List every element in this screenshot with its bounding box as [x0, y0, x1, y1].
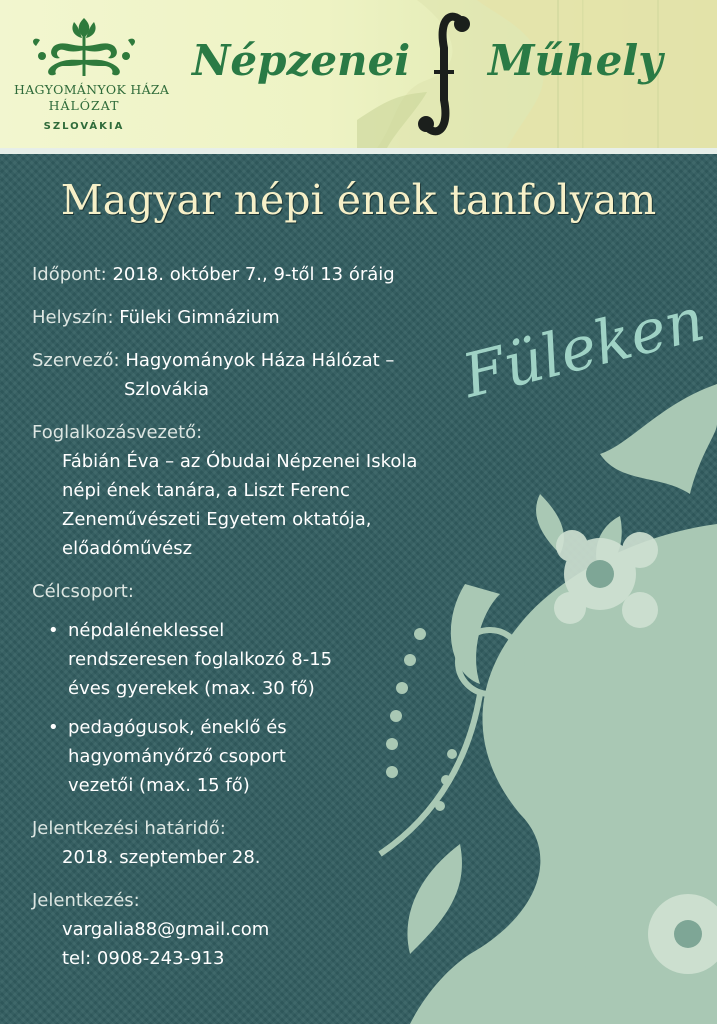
header — [0, 0, 717, 148]
brand-title-left: Népzenei — [192, 36, 411, 85]
course-title: Magyar népi ének tanfolyam — [60, 176, 657, 224]
organizer-row — [32, 346, 492, 404]
logo-text-line3: SZLOVÁKIA — [43, 121, 125, 132]
target-item-line: • népdaléneklessel — [68, 620, 225, 641]
target-label: Célcsoport: — [32, 581, 134, 602]
venue-row — [32, 303, 492, 332]
deadline-value: 2018. szeptember 28. — [62, 847, 261, 868]
brand-title-right: Műhely — [488, 36, 663, 85]
city-name: Füleken — [456, 284, 712, 412]
logo-text-line1: HAGYOMÁNYOK HÁZA — [14, 82, 170, 97]
target-item-line: • pedagógusok, éneklő és — [68, 717, 287, 738]
logo — [14, 16, 170, 136]
organizer-value-line1: Hagyományok Háza Hálózat – — [125, 350, 395, 371]
logo-text-line2: HÁLÓZAT — [48, 98, 120, 113]
apply-phone: tel: 0908-243-913 — [62, 948, 225, 969]
apply-label: Jelentkezés: — [32, 890, 140, 911]
apply-email: vargalia88@gmail.com — [62, 919, 270, 940]
target-item — [32, 616, 492, 703]
poster-body — [0, 154, 717, 1024]
target-item-line: éves gyerekek (max. 30 fő) — [68, 678, 315, 699]
course-details — [32, 260, 492, 987]
target-item — [32, 713, 492, 800]
leader-line: Fábián Éva – az Óbudai Népzenei Iskola — [62, 451, 418, 472]
target-item-line: vezetői (max. 15 fő) — [68, 775, 250, 796]
tulip-emblem-icon — [24, 16, 144, 78]
organizer-label: Szervező: — [32, 350, 120, 371]
leader-line: népi ének tanára, a Liszt Ferenc — [62, 480, 350, 501]
leader-row — [32, 418, 492, 563]
target-item-line: rendszeresen foglalkozó 8-15 — [68, 649, 333, 670]
target-item-line: hagyományőrző csoport — [68, 746, 286, 767]
f-hole-icon — [404, 8, 484, 140]
apply-row — [32, 886, 492, 973]
deadline-row — [32, 814, 492, 872]
leader-label: Foglalkozásvezető: — [32, 422, 203, 443]
date-row — [32, 260, 492, 289]
leader-line: Zeneművészeti Egyetem oktatója, — [62, 509, 372, 530]
deadline-label: Jelentkezési határidő: — [32, 818, 226, 839]
leader-line: előadóművész — [62, 538, 193, 559]
date-label: Időpont: — [32, 264, 107, 285]
venue-value: Füleki Gimnázium — [119, 307, 280, 328]
venue-label: Helyszín: — [32, 307, 114, 328]
target-row — [32, 577, 492, 800]
organizer-value-line2: Szlovákia — [124, 379, 210, 400]
date-value: 2018. október 7., 9-től 13 óráig — [112, 264, 395, 285]
